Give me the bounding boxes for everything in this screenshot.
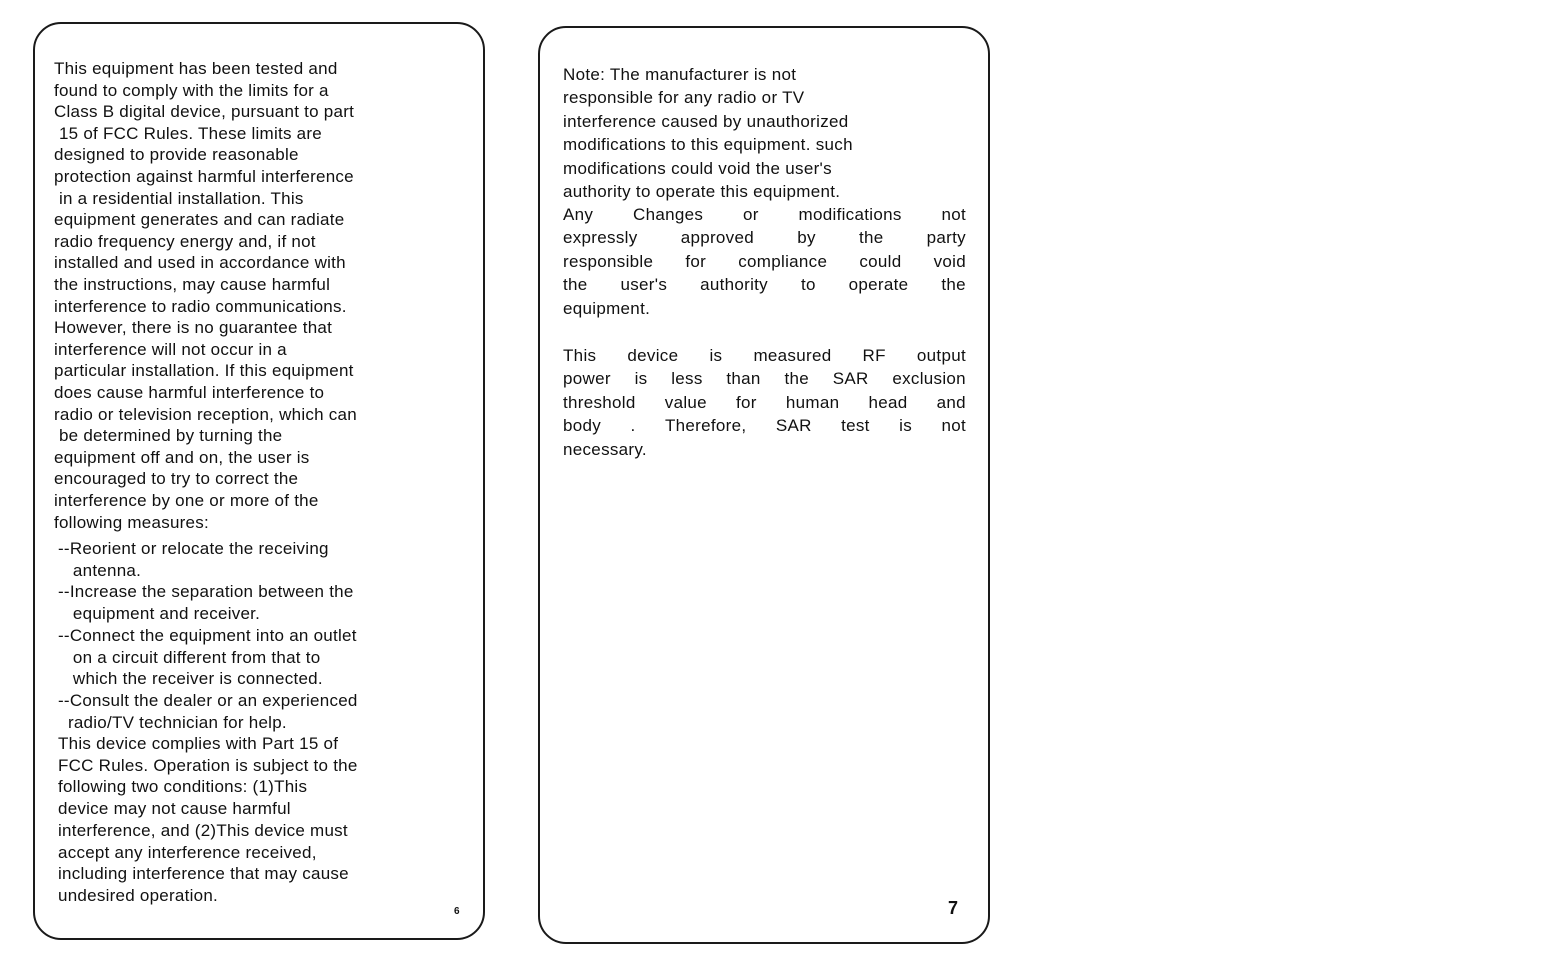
word: human — [785, 392, 840, 412]
word: than — [726, 369, 761, 389]
sar-line — [563, 414, 966, 437]
word: is — [899, 416, 913, 436]
word: the — [563, 275, 588, 295]
text-line: However, there is no guarantee that — [54, 318, 333, 338]
word: measured — [753, 346, 832, 365]
measure-line: on a circuit different from that to — [58, 647, 321, 667]
word: exclusion — [892, 369, 966, 389]
word: value — [664, 392, 707, 412]
word: Any — [563, 205, 594, 224]
word: user's — [620, 275, 668, 295]
page-number-right: 7 — [948, 898, 959, 918]
text-line: accept any interference received, — [58, 842, 317, 862]
text-line: the instructions, may cause harmful — [54, 275, 331, 294]
word: could — [859, 251, 902, 271]
text-line: 15 of FCC Rules. These limits are — [54, 123, 322, 143]
text-line: FCC Rules. Operation is subject to the — [58, 755, 358, 775]
word: not — [941, 416, 966, 436]
measure-line: which the receiver is connected. — [58, 669, 323, 689]
word: output — [916, 346, 966, 365]
note-line: interference caused by unauthorized — [563, 111, 849, 131]
word: and — [936, 392, 966, 412]
text-line: equipment off and on, the user is — [54, 447, 310, 467]
word: device — [627, 346, 679, 365]
text-line: particular installation. If this equipment — [54, 361, 354, 381]
word: Changes — [633, 205, 704, 224]
text-line: equipment generates and can radiate — [54, 210, 345, 230]
word: . — [630, 416, 636, 436]
word: body — [563, 416, 602, 436]
word: power — [563, 369, 611, 389]
word: head — [868, 392, 908, 412]
left-page-panel — [33, 22, 485, 940]
sar-last-line: necessary. — [563, 440, 647, 459]
word: Therefore, — [664, 416, 747, 436]
text-line: This device complies with Part 15 of — [58, 734, 339, 753]
text-line: interference to radio communications. — [54, 296, 347, 316]
text-line: radio or television reception, which can — [54, 404, 357, 424]
text-line: in a residential installation. This — [54, 188, 304, 208]
changes-line — [563, 203, 966, 226]
text-line: following two conditions: (1)This — [58, 777, 308, 797]
text-line: protection against harmful interference — [54, 167, 354, 186]
text-line: interference, and (2)This device must — [58, 820, 348, 840]
text-line: installed and used in accordance with — [54, 253, 346, 273]
measure-line: equipment and receiver. — [58, 604, 261, 624]
measure-line: --Increase the separation between the — [58, 582, 354, 602]
sar-line — [563, 391, 966, 414]
note-line: modifications to this equipment. such — [563, 135, 853, 155]
right-page-panel — [538, 26, 990, 944]
word: for — [736, 392, 757, 412]
text-line: designed to provide reasonable — [54, 145, 299, 165]
text-line: interference will not occur in a — [54, 339, 287, 359]
changes-line — [563, 273, 966, 296]
text-line: interference by one or more of the — [54, 491, 319, 510]
word: approved — [680, 228, 754, 248]
note-line: responsible for any radio or TV — [563, 88, 805, 108]
word: This — [563, 346, 597, 365]
text-line: does cause harmful interference to — [54, 383, 325, 402]
word: party — [926, 228, 966, 248]
word: or — [742, 205, 759, 224]
page-number-left: 6 — [454, 906, 460, 917]
sar-line — [563, 367, 966, 390]
text-line: undesired operation. — [58, 885, 219, 905]
word: expressly — [563, 228, 638, 248]
word: authority — [700, 275, 768, 295]
text-line: Class B digital device, pursuant to part — [54, 102, 355, 122]
changes-last-line: equipment. — [563, 299, 651, 318]
text-line: following measures: — [54, 512, 209, 532]
sar-line — [563, 344, 966, 367]
word: test — [841, 416, 870, 436]
text-line: encouraged to try to correct the — [54, 469, 299, 489]
word: void — [933, 251, 966, 271]
note-line: modifications could void the user's — [563, 158, 832, 178]
word: less — [671, 369, 703, 389]
word: by — [797, 228, 816, 248]
word: SAR — [832, 369, 869, 389]
text-line: radio frequency energy and, if not — [54, 231, 316, 251]
word: the — [858, 228, 884, 248]
measure-line: --Consult the dealer or an experienced — [58, 690, 358, 710]
word: responsible — [563, 251, 654, 271]
measure-line: --Reorient or relocate the receiving — [58, 539, 329, 558]
word: for — [685, 251, 707, 271]
measure-line: --Connect the equipment into an outlet — [58, 625, 357, 645]
text-line: This equipment has been tested and — [54, 59, 338, 78]
changes-line — [563, 250, 966, 273]
word: RF — [862, 346, 886, 365]
note-line: Note: The manufacturer is not — [563, 65, 797, 84]
note-line: authority to operate this equipment. — [563, 182, 841, 201]
word: threshold — [563, 392, 636, 412]
text-line: found to comply with the limits for a — [54, 80, 329, 100]
word: is — [634, 369, 648, 389]
word: modifications — [798, 205, 902, 224]
text-line: be determined by turning the — [54, 426, 283, 446]
word: the — [784, 369, 809, 389]
measure-line: radio/TV technician for help. — [58, 712, 287, 732]
word: is — [709, 346, 723, 365]
word: compliance — [738, 251, 828, 271]
word: SAR — [775, 416, 812, 436]
measure-line: antenna. — [58, 560, 142, 580]
changes-line — [563, 226, 966, 249]
text-line: including interference that may cause — [58, 864, 349, 884]
word: the — [941, 275, 966, 295]
word: operate — [848, 275, 909, 295]
text-line: device may not cause harmful — [58, 799, 291, 819]
word: to — [800, 275, 816, 295]
word: not — [941, 205, 966, 224]
